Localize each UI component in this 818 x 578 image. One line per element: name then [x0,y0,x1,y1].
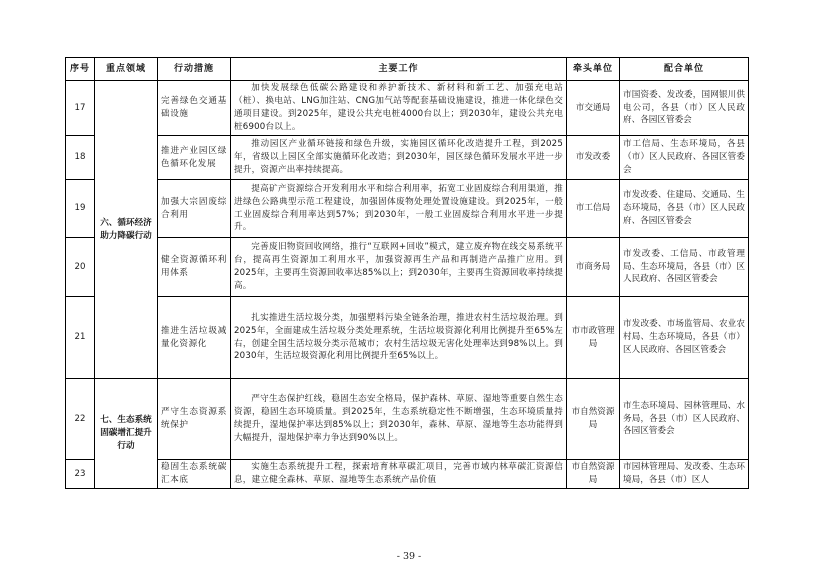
header-main-work: 主要工作 [231,58,567,81]
main-work-cell: 推动园区产业循环链接和绿色升级，实施园区循环化改造提升工程，到2025年，省级以上园区全部实施循环化改造；到2030年，园区绿色循环发展水平进一步提升，资源产出率持续提高。 [231,136,567,180]
coop-unit-cell: 市国资委、发改委，国网银川供电公司，各县（市）区人民政府、各园区管委会 [620,81,749,136]
lead-unit-cell: 市自然资源局 [567,379,620,460]
main-work-cell: 扎实推进生活垃圾分类，加强塑料污染全链条治理，推进农村生活垃圾治理。到2025年，全面建成生活垃圾分类处理系统，生活垃圾资源化利用比例提升至65%左右，创建全国生活垃圾分类示范城市；农村生活垃圾无害化处理率达到98%以上。到2030年，生活垃圾资源化利用比例提升至65%以上。 [231,297,567,379]
key-area-cell: 六、循环经济助力降碳行动 [95,81,158,379]
measure-cell: 完善绿色交通基础设施 [158,81,231,136]
lead-unit-cell: 市工信局 [567,180,620,238]
measure-cell: 推进生活垃圾减量化资源化 [158,297,231,379]
measure-cell: 推进产业园区绿色循环化发展 [158,136,231,180]
header-coop-unit: 配合单位 [620,58,749,81]
table-row [66,297,749,379]
measure-cell: 严守生态资源系统保护 [158,379,231,460]
row-number: 19 [66,180,95,238]
lead-unit-cell: 市商务局 [567,238,620,297]
coop-unit-cell: 市发改委、工信局、市政管理局、生态环境局，各县（市）区人民政府、各园区管委会 [620,238,749,297]
coop-unit-cell: 市发改委、住建局、交通局、生态环境局，各县（市）区人民政府、各园区管委会 [620,180,749,238]
lead-unit-cell: 市交通局 [567,81,620,136]
header-lead-unit: 牵头单位 [567,58,620,81]
key-area-cell: 七、生态系统固碳增汇提升行动 [95,379,158,489]
lead-unit-cell: 市自然资源局 [567,460,620,489]
main-work-cell: 加快发展绿色低碳公路建设和养护新技术、新材料和新工艺、加强充电站（桩）、换电站、LNG加注站、CNG加气站等配套基础设施建设，推进一体化绿色交通项目建设。到2025年，建设公共充电桩4000台以上；到2030年，建设公共充电桩6900台以上。 [231,81,567,136]
coop-unit-cell: 市发改委、市场监管局、农业农村局、生态环境局，各县（市）区人民政府、各园区管委会 [620,297,749,379]
measure-cell: 健全资源循环利用体系 [158,238,231,297]
main-work-cell: 完善废旧物资回收网络，推行“互联网+回收”模式，建立废弃物在线交易系统平台，提高再生资源加工利用水平，加强资源再生产品和再制造产品推广应用。到2025年，主要再生资源回收率达85%以上；到2030年，主要再生资源回收率持续提高。 [231,238,567,297]
table-row [66,460,749,489]
row-number: 21 [66,297,95,379]
table-row [66,180,749,238]
header-key-area: 重点领域 [95,58,158,81]
page-number: - 39 - [396,551,422,562]
main-work-cell: 实施生态系统提升工程，探索培育林草碳汇项目，完善市域内林草碳汇资源信息，建立健全森林、草原、湿地等生态系统产品价值 [231,460,567,489]
lead-unit-cell: 市市政管理局 [567,297,620,379]
header-serial: 序号 [66,58,95,81]
row-number: 20 [66,238,95,297]
measure-cell: 稳固生态系统碳汇本底 [158,460,231,489]
table-header-row [66,58,749,81]
coop-unit-cell: 市生态环境局、园林管理局、水务局，各县（市）区人民政府、各园区管委会 [620,379,749,460]
lead-unit-cell: 市发改委 [567,136,620,180]
main-work-cell: 提高矿产资源综合开发利用水平和综合利用率，拓宽工业固废综合利用渠道，推进绿色公路典型示范工程建设，加强固体废物处理处置设施建设。到2025年，一般工业固废综合利用率达到57%；到2030年，一般工业固废综合利用水平进一步提升。 [231,180,567,238]
row-number: 18 [66,136,95,180]
policy-table [65,57,749,489]
row-number: 17 [66,81,95,136]
measure-cell: 加强大宗固废综合利用 [158,180,231,238]
row-number: 23 [66,460,95,489]
table-row [66,136,749,180]
table-row [66,81,749,136]
table-row [66,238,749,297]
table-row [66,379,749,460]
coop-unit-cell: 市园林管理局、发改委、生态环境局，各县（市）区人 [620,460,749,489]
header-measure: 行动措施 [158,58,231,81]
row-number: 22 [66,379,95,460]
coop-unit-cell: 市工信局、生态环境局，各县（市）区人民政府、各园区管委会 [620,136,749,180]
main-work-cell: 严守生态保护红线，稳固生态安全格局，保护森林、草原、湿地等重要自然生态资源，稳固生态环境质量。到2025年，生态系统稳定性不断增强，生态环境质量持续提升，湿地保护率达到85%以上；到2030年，森林、草原、湿地等生态功能得到大幅提升，湿地保护率力争达到90%以上。 [231,379,567,460]
